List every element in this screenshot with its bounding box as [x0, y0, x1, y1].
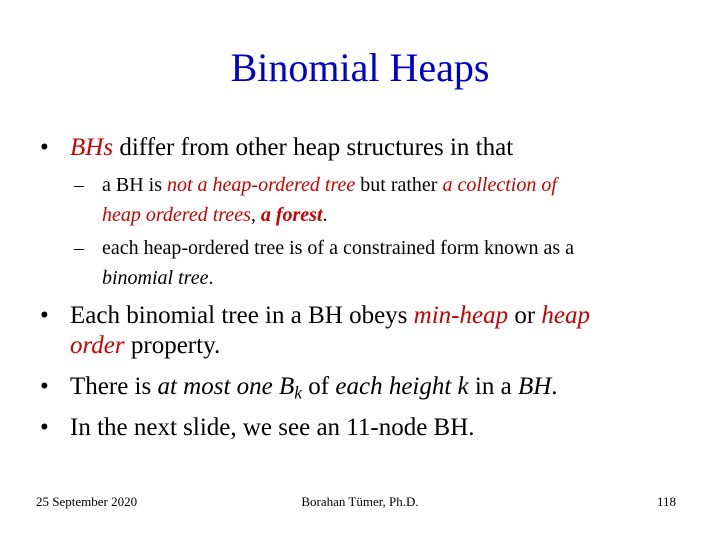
footer-date: 25 September 2020	[36, 494, 138, 509]
sub-emphasis: a collection of	[442, 174, 557, 196]
bullet-text: or	[508, 302, 542, 329]
bullet-text: In the next slide, we see an 11-node BH.	[70, 414, 475, 441]
sub-bullet-item-2	[74, 233, 684, 293]
bullet-item-4	[40, 413, 680, 443]
bullet-text: .	[551, 373, 558, 400]
bullet-marker: •	[40, 414, 49, 441]
dash-marker: –	[74, 174, 84, 196]
dash-marker: –	[74, 237, 84, 259]
bullet-item-3	[40, 372, 680, 402]
bullet-italic: BH	[517, 373, 552, 400]
bullet-emphasis: heap	[541, 302, 591, 329]
bullet-text: differ from other heap structures in that	[113, 134, 514, 161]
sub-text: .	[208, 267, 214, 289]
sub-text: but rather	[355, 174, 443, 196]
slide-title: Binomial Heaps	[230, 45, 490, 90]
sub-text: each heap-ordered tree is of a constrained form known as a	[102, 237, 575, 259]
bullet-text: property.	[124, 332, 221, 359]
sub-text: ,	[250, 204, 261, 226]
sub-text: a BH is	[102, 174, 167, 196]
bullet-emphasis: order	[70, 332, 125, 359]
bullet-marker: •	[40, 134, 49, 161]
bullet-text: in a	[468, 373, 518, 400]
bullet-item-2	[40, 301, 680, 361]
subscript-k: k	[294, 382, 303, 403]
bullet-italic: at most one B	[157, 373, 295, 400]
bullet-item-1	[40, 133, 680, 163]
bullet-marker: •	[40, 302, 49, 329]
bullet-text: of	[302, 373, 336, 400]
sub-emphasis-bold: a forest	[260, 204, 323, 226]
footer-author: Borahan Tümer, Ph.D.	[301, 494, 419, 509]
bullet-text: There is	[70, 373, 158, 400]
sub-emphasis: heap ordered trees	[102, 204, 251, 226]
bullet-marker: •	[40, 373, 49, 400]
sub-emphasis: not a heap-ordered tree	[167, 174, 356, 196]
bh-term: BHs	[70, 134, 114, 161]
sub-italic: binomial tree	[102, 267, 209, 289]
page-number: 118	[656, 494, 676, 509]
bullet-text: Each binomial tree in a BH obeys	[70, 302, 414, 329]
bullet-italic: each height k	[335, 373, 469, 400]
sub-text: .	[322, 204, 328, 226]
sub-bullet-item-1	[74, 170, 684, 230]
bullet-emphasis: min-heap	[413, 302, 509, 329]
